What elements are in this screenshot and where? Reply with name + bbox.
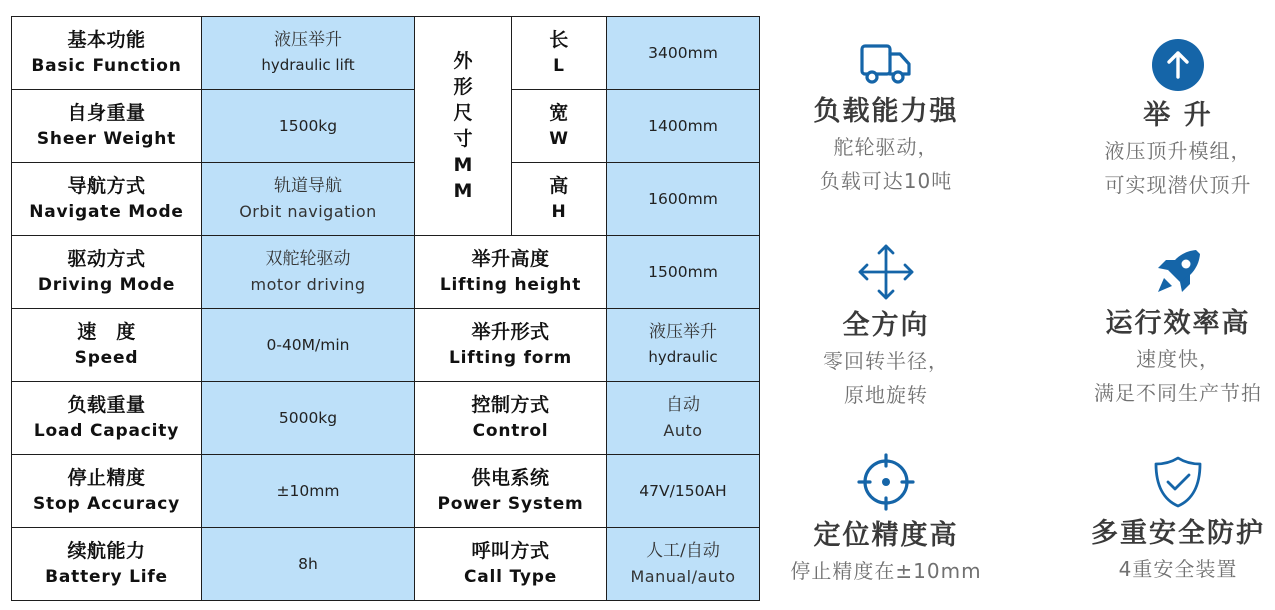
label-lifting-height: 举升高度 Lifting height [415, 236, 607, 309]
value-stop-accuracy: ±10mm [202, 455, 415, 528]
rocket-icon [1150, 244, 1206, 300]
value-control: 自动 Auto [607, 382, 760, 455]
arrow-up-circle-icon [1150, 38, 1206, 92]
label-load-capacity: 负载重量 Load Capacity [12, 382, 202, 455]
value-basic-function: 液压举升 hydraulic lift [202, 17, 415, 90]
table-row [12, 309, 760, 382]
feature-desc-line: 原地旋转 [844, 383, 928, 407]
label-navigate-mode: 导航方式 Navigate Mode [12, 163, 202, 236]
feature-title: 多重安全防护 [1091, 518, 1265, 549]
table-row [12, 528, 760, 601]
value-call-type: 人工/自动 Manual/auto [607, 528, 760, 601]
label-height: 高 H [512, 163, 607, 236]
table-row [12, 455, 760, 528]
feature-title: 全方向 [842, 310, 930, 341]
feature-lift [1053, 38, 1275, 202]
value-navigate-mode: 轨道导航 Orbit navigation [202, 163, 415, 236]
value-driving-mode: 双舵轮驱动 motor driving [202, 236, 415, 309]
feature-title: 运行效率高 [1105, 308, 1251, 339]
feature-desc-line: 可实现潜伏顶升 [1104, 173, 1252, 197]
feature-safety [1053, 454, 1275, 586]
spec-table [11, 16, 760, 601]
value-power-system: 47V/150AH [607, 455, 760, 528]
value-width: 1400mm [607, 90, 760, 163]
value-lifting-height: 1500mm [607, 236, 760, 309]
label-stop-accuracy: 停止精度 Stop Accuracy [12, 455, 202, 528]
label-speed: 速 度 Speed [12, 309, 202, 382]
move-arrows-icon [856, 242, 916, 302]
feature-load [761, 40, 1011, 198]
feature-omni [761, 242, 1011, 412]
label-battery-life: 续航能力 Battery Life [12, 528, 202, 601]
label-basic-function: 基本功能 Basic Function [12, 17, 202, 90]
feature-title: 负载能力强 [813, 96, 959, 127]
shield-check-icon [1152, 454, 1204, 510]
table-row [12, 163, 760, 236]
value-sheer-weight: 1500kg [202, 90, 415, 163]
value-speed: 0-40M/min [202, 309, 415, 382]
feature-desc-line: 满足不同生产节拍 [1094, 381, 1262, 405]
feature-desc-line: 4重安全装置 [1118, 557, 1238, 581]
value-load-capacity: 5000kg [202, 382, 415, 455]
feature-desc-line: 零回转半径， [823, 349, 949, 373]
label-call-type: 呼叫方式 Call Type [415, 528, 607, 601]
label-lifting-form: 举升形式 Lifting form [415, 309, 607, 382]
value-battery-life: 8h [202, 528, 415, 601]
value-lifting-form: 液压举升 hydraulic [607, 309, 760, 382]
crosshair-icon [856, 452, 916, 512]
feature-panel [766, 0, 1275, 610]
feature-desc-line: 负载可达10吨 [819, 169, 953, 193]
table-row [12, 90, 760, 163]
label-control: 控制方式 Control [415, 382, 607, 455]
table-row [12, 382, 760, 455]
label-power-system: 供电系统 Power System [415, 455, 607, 528]
value-height: 1600mm [607, 163, 760, 236]
truck-icon [858, 40, 914, 88]
label-sheer-weight: 自身重量 Sheer Weight [12, 90, 202, 163]
table-row [12, 17, 760, 90]
table-row [12, 236, 760, 309]
feature-precision [761, 452, 1011, 588]
label-length: 长 L [512, 17, 607, 90]
feature-efficiency [1053, 244, 1275, 410]
feature-title: 定位精度高 [813, 520, 959, 551]
value-length: 3400mm [607, 17, 760, 90]
feature-desc-line: 速度快， [1136, 347, 1220, 371]
feature-title: 举 升 [1143, 100, 1213, 131]
label-width: 宽 W [512, 90, 607, 163]
feature-desc-line: 舵轮驱动， [833, 135, 939, 159]
label-dimension: 外 形 尺 寸 M M [415, 17, 512, 236]
label-driving-mode: 驱动方式 Driving Mode [12, 236, 202, 309]
feature-desc-line: 液压顶升模组， [1104, 139, 1252, 163]
feature-desc-line: 停止精度在±10mm [790, 559, 982, 583]
